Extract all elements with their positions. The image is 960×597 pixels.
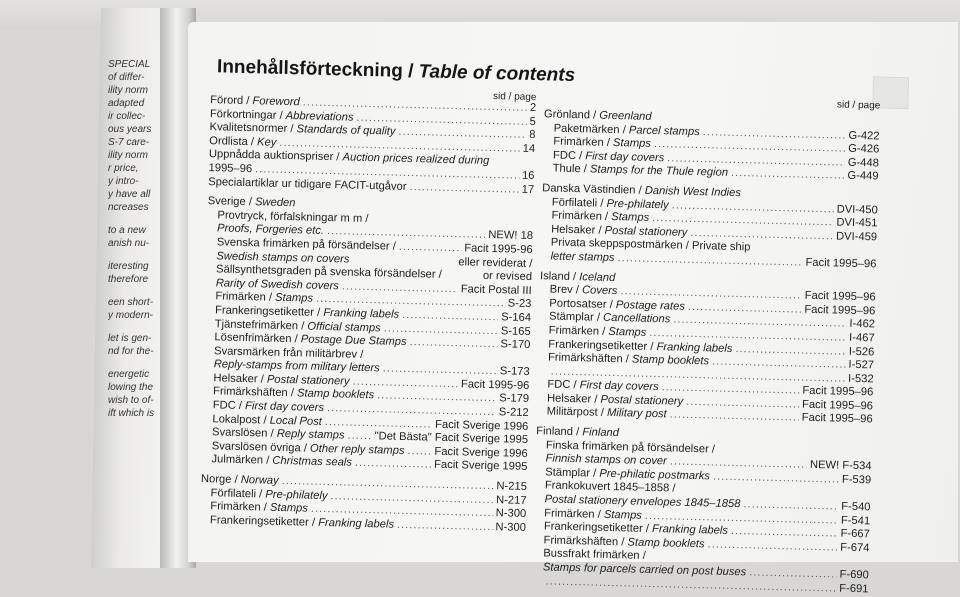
toc-page-ref: I-532 <box>848 372 874 386</box>
toc-entry-title <box>540 270 616 284</box>
toc-page-ref: I-467 <box>849 332 875 346</box>
toc-title-english: Stamps <box>611 211 649 224</box>
toc-title-swedish: Helsaker / <box>551 223 605 236</box>
facing-page-line: ility norm <box>108 149 168 162</box>
toc-title-swedish: Ordlista / <box>209 135 257 148</box>
facing-page-line: y intro- <box>108 175 168 188</box>
toc-page-ref: S-179 <box>499 393 529 407</box>
toc-title-swedish: Lösenfrimärken / <box>214 331 301 345</box>
toc-page-ref: S-164 <box>501 311 531 325</box>
toc-title-swedish: Förkortningar / <box>210 108 286 122</box>
toc-page-ref: S-173 <box>500 366 530 380</box>
toc-page-ref: G-422 <box>848 129 879 143</box>
page-title: Innehållsförteckning / Table of contents <box>217 56 576 87</box>
toc-title-swedish: Frimärkshäften / <box>543 534 627 548</box>
facing-page-line: SPECIAL <box>108 58 168 71</box>
facing-page-line: adapted <box>108 97 168 110</box>
toc-title-english: Stamp booklets <box>627 536 704 550</box>
toc-title-swedish: Brev / <box>550 284 583 297</box>
toc-title-swedish: Finland / <box>536 425 582 438</box>
toc-page-ref: N-215 <box>496 480 527 494</box>
toc-page-ref: Facit Sverige 1996 <box>434 446 528 462</box>
toc-title-swedish: FDC / <box>213 399 246 412</box>
toc-title-swedish: Frimärkshäften / <box>213 386 297 400</box>
toc-title-swedish: Frimärken / <box>551 210 611 223</box>
toc-title-english: Pre-philately <box>265 488 327 502</box>
toc-title-english: Pre-philatic postmarks <box>599 468 710 483</box>
toc-page-ref: 8 <box>529 129 536 143</box>
facing-page-line: iteresting <box>108 260 168 273</box>
toc-page-ref: I-526 <box>849 345 875 359</box>
toc-title-swedish: Tjänstefrimärken / <box>215 318 308 332</box>
toc-title-english: Sweden <box>255 196 296 209</box>
toc-title-english: Abbreviations <box>286 110 354 124</box>
toc-title-swedish: Stämplar / <box>549 311 603 324</box>
leader-dots <box>409 336 497 352</box>
toc-title-english: Auction prices realized during <box>342 152 489 168</box>
facing-page-line: let is gen- <box>108 332 168 345</box>
toc-page-ref: F-540 <box>841 501 871 515</box>
toc-title-swedish: Frimärken / <box>549 324 609 337</box>
toc-title-english: Reply-stamps from military letters <box>214 359 380 375</box>
facing-page-line: ncreases <box>108 201 168 214</box>
toc-entry-title <box>211 454 352 471</box>
toc-title-english: Postage Due Stamps <box>301 334 407 349</box>
toc-title-english: Franking labels <box>656 341 732 355</box>
leader-dots <box>409 181 518 197</box>
toc-title-swedish: Förfilateli / <box>210 487 265 500</box>
toc-title-swedish: Stämplar / <box>545 466 599 479</box>
toc-entry-title <box>552 163 728 181</box>
toc-title-swedish: Privata skeppspostmärken / Private ship <box>551 237 751 254</box>
toc-entry-title <box>208 195 296 209</box>
toc-title-english: Postal stationery <box>604 225 687 239</box>
toc-title-english: Parcel stamps <box>629 124 700 138</box>
toc-left-column <box>200 84 537 535</box>
toc-title-english: Reply stamps <box>277 428 345 442</box>
toc-title-swedish: Frimärken / <box>553 136 613 149</box>
toc-title-swedish: Frimärkshäften / <box>548 352 632 366</box>
toc-page-ref: Facit Sverige 1995 <box>434 459 528 475</box>
leader-dots <box>731 167 845 183</box>
toc-title-swedish: Sällsynthetsgraden på svenska försändelser / <box>216 263 442 281</box>
facing-page-line: y have all <box>108 188 168 201</box>
facing-page-line <box>108 358 168 368</box>
toc-title-swedish: Svarsmärken från militärbrev / <box>214 345 363 361</box>
toc-title-english: Franking labels <box>323 307 399 321</box>
toc-page-ref: 2 <box>530 102 537 116</box>
facing-page-line: nd for the- <box>108 345 168 358</box>
toc-title-swedish: Kvalitetsnormer / <box>209 121 296 135</box>
toc-page-ref: F-691 <box>839 582 869 596</box>
toc-title-swedish: Thule / <box>553 163 591 176</box>
toc-title-swedish: Svarslösen / <box>212 427 277 441</box>
toc-title-english: Finnish stamps on cover <box>545 453 667 468</box>
toc-title-swedish: Bussfrakt frimärken / <box>543 548 646 563</box>
toc-page-ref: "Det Bästa" Facit Sverige 1995 <box>374 430 528 447</box>
facing-page-line: to a new <box>108 224 168 237</box>
toc-title-swedish: Finska frimärken på försändelser / <box>546 439 715 455</box>
leader-dots <box>407 445 431 459</box>
leader-dots <box>399 241 462 256</box>
toc-title-english: Official stamps <box>307 320 381 334</box>
toc-entry-title <box>547 406 667 423</box>
toc-right-column <box>532 92 880 596</box>
toc-title-swedish: Frankeringsetiketter / <box>210 514 318 529</box>
toc-title-english: Norway <box>241 474 279 487</box>
toc-title-swedish: Paketmärken / <box>554 122 630 136</box>
toc-page-ref: or revised <box>483 270 532 285</box>
leader-dots <box>355 457 432 472</box>
facing-page-line: therefore <box>108 273 168 286</box>
leader-dots <box>397 519 493 535</box>
facing-page-line: r price, <box>108 162 168 175</box>
toc-title-swedish: Island / <box>540 270 579 283</box>
page-column-header: sid / page <box>544 92 880 112</box>
toc-title-english: letter stamps <box>550 250 614 264</box>
facing-page-line <box>108 322 168 332</box>
toc-page-ref: G-448 <box>848 157 879 171</box>
toc-page-ref: G-426 <box>848 143 879 157</box>
toc-title-swedish: Frankeringsetiketter / <box>544 521 652 536</box>
toc-title-swedish: Julmärken / <box>211 454 272 467</box>
toc-page-ref: S-170 <box>500 338 530 352</box>
leader-dots <box>445 278 480 279</box>
toc-page-ref: Facit 1995-96 <box>461 378 530 393</box>
toc-title-english: Stamps for parcels carried on post buses <box>543 561 747 578</box>
toc-page-ref: DVI-459 <box>836 230 877 245</box>
toc-title-english: Swedish stamps on covers <box>216 250 349 265</box>
toc-title-swedish: Frankeringsetiketter / <box>215 304 323 319</box>
toc-title-swedish: Danska Västindien / <box>542 182 645 197</box>
toc-title-english: Franking labels <box>652 523 728 537</box>
toc-title-english: Stamps <box>608 326 646 339</box>
leader-dots <box>669 409 798 426</box>
toc-title-swedish: Svenska frimärken på försändelser / <box>217 236 396 252</box>
toc-title-english: Stamps <box>275 292 313 305</box>
facing-page-line: ir collec- <box>108 110 168 123</box>
toc-page-ref: N-300 <box>495 521 526 535</box>
toc-title-swedish: Portosatser / <box>549 297 616 311</box>
toc-title-swedish: Helsaker / <box>213 372 267 385</box>
toc-page-ref: NEW! 18 <box>488 229 533 244</box>
facing-page-line <box>108 286 168 296</box>
toc-page-ref: N-217 <box>496 494 527 508</box>
toc-page-ref: G-449 <box>847 170 878 184</box>
facing-page-line: ift which is <box>108 407 168 420</box>
facing-page-line: lowing the <box>108 381 168 394</box>
toc-page-ref: F-674 <box>840 541 870 555</box>
facing-page-line <box>108 214 168 224</box>
toc-title-swedish: 1995–96 <box>208 162 252 175</box>
facing-page-text <box>108 58 168 420</box>
toc-title-english: Franking labels <box>318 517 394 531</box>
toc-title-english: Stamps <box>270 502 308 515</box>
toc-page-ref: Facit 1995-96 <box>464 242 533 257</box>
toc-title-swedish: Norge / <box>201 473 241 486</box>
toc-page-ref: S-23 <box>508 298 532 312</box>
facing-page-line: y modern- <box>108 309 168 322</box>
toc-title-swedish: Grönland / <box>544 108 600 121</box>
toc-page-ref: Facit 1995–96 <box>805 290 876 305</box>
page-column-header: sid / page <box>210 84 536 104</box>
facing-page-line: energetic <box>108 368 168 381</box>
toc-title-swedish: FDC / <box>553 149 586 162</box>
leader-dots <box>352 262 455 265</box>
toc-page-ref: 17 <box>522 183 535 197</box>
toc-title-english: Rarity of Swedish covers <box>216 277 339 292</box>
toc-entry-title <box>543 548 646 563</box>
toc-title-english: Stamp booklets <box>297 388 374 402</box>
facing-page-line: een short- <box>108 296 168 309</box>
facing-page-line: of differ- <box>108 71 168 84</box>
toc-title-english: Postal stationery envelopes 1845–1858 <box>544 493 740 510</box>
toc-title-english: Proofs, Forgeries etc. <box>217 223 324 238</box>
toc-title-swedish: Förfilateli / <box>552 196 607 209</box>
toc-title-swedish: Specialartiklar ur tidigare FACIT-utgåvor <box>208 176 407 193</box>
toc-page-ref: F-667 <box>840 528 870 542</box>
toc-title-swedish: FDC / <box>547 379 580 392</box>
toc-title-english: Key <box>257 136 277 148</box>
facing-page-line: S-7 care- <box>108 136 168 149</box>
facing-page-line <box>108 250 168 260</box>
toc-title-english: Stamps <box>604 508 642 521</box>
toc-title-english: Local Post <box>270 414 323 427</box>
toc-page-ref: DVI-451 <box>836 217 877 232</box>
toc-title-swedish: Uppnådda auktionspriser / <box>209 148 343 163</box>
toc-title-swedish: Frankokuvert 1845–1858 / <box>545 480 676 495</box>
toc-page-ref: F-539 <box>842 474 872 488</box>
leader-dots <box>347 430 371 444</box>
toc-title-english: Iceland <box>579 271 615 284</box>
toc-page-ref: Facit Postal III <box>461 283 532 298</box>
toc-title-english: Other reply stamps <box>310 443 405 457</box>
toc-page-ref: Facit 1995–96 <box>802 385 873 400</box>
toc-entry-title <box>208 162 252 177</box>
toc-title-swedish: Provtryck, förfalskningar m m / <box>217 209 368 225</box>
toc-title-swedish: Militärpost / <box>547 406 608 419</box>
toc-entry-title <box>545 480 676 495</box>
toc-page-ref: 16 <box>522 170 535 184</box>
toc-title-swedish: Frimärken / <box>210 500 270 513</box>
toc-title-english: Postage rates <box>616 299 685 313</box>
toc-entry-title <box>544 108 652 123</box>
toc-page-ref: Facit 1995–96 <box>802 412 873 427</box>
toc-title-english: First day covers <box>585 150 664 164</box>
facing-page-line: anish nu- <box>108 237 168 250</box>
toc-title-english: Cancellations <box>603 312 670 326</box>
toc-page-ref: F-690 <box>839 569 869 583</box>
toc-title-swedish: Sverige / <box>208 195 256 208</box>
toc-title-english: Military post <box>607 407 667 420</box>
toc-title-english: First day covers <box>245 400 324 414</box>
toc-page-ref: Facit Sverige 1996 <box>435 418 529 434</box>
toc-title-english: Danish West Indies <box>645 185 741 199</box>
toc-page-ref: 14 <box>523 143 536 157</box>
toc-title-english: Pre-philately <box>606 197 668 211</box>
toc-title-swedish: Frimärken / <box>544 507 604 520</box>
facing-page-line: ous years <box>108 123 168 136</box>
toc-title-english: Postal stationery <box>267 373 350 387</box>
toc-content <box>193 28 916 585</box>
toc-page-ref: Facit 1995–96 <box>804 303 875 318</box>
toc-title-swedish: Svarslösen övriga / <box>212 440 311 454</box>
toc-title-english: Standards of quality <box>296 123 395 137</box>
toc-title-english: Stamps <box>613 137 651 150</box>
toc-title-english: Christmas seals <box>272 455 352 469</box>
toc-title-english: Finland <box>582 426 619 439</box>
toc-title-swedish: Förord / <box>210 94 253 107</box>
toc-title-swedish: Frimärken / <box>215 291 275 304</box>
toc-title-english: Stamps for the Thule region <box>590 164 728 179</box>
toc-page-ref: eller reviderat / <box>458 256 532 271</box>
toc-title-swedish: Helsaker / <box>547 392 601 405</box>
toc-title-swedish: Lokalpost / <box>212 413 269 426</box>
toc-entry-title <box>550 250 614 265</box>
toc-page-ref: 5 <box>529 116 536 130</box>
toc-page-ref: S-212 <box>499 406 529 420</box>
toc-page-ref: Facit 1995–96 <box>805 257 876 272</box>
toc-title-english: First day covers <box>580 380 659 394</box>
toc-title-english: Postal stationery <box>600 394 683 408</box>
facing-page-line: wish to of- <box>108 394 168 407</box>
toc-page-ref: NEW! F-534 <box>810 459 872 474</box>
toc-title-english: Foreword <box>252 95 300 108</box>
toc-page-ref: I-527 <box>848 359 874 373</box>
facing-page-line: ility norm <box>108 84 168 97</box>
toc-title-english: Stamp booklets <box>632 354 709 368</box>
toc-page-ref: F-541 <box>841 514 871 528</box>
toc-title-swedish: Frankeringsetiketter / <box>548 338 656 353</box>
toc-entry-title <box>536 425 619 439</box>
toc-page-ref: Facit 1995–96 <box>802 399 873 414</box>
toc-page-ref: DVI-450 <box>837 203 878 218</box>
toc-title-english: Greenland <box>599 110 652 123</box>
toc-page-ref: I-462 <box>849 318 875 332</box>
toc-page-ref: N-300 <box>496 507 527 521</box>
toc-title-english: Covers <box>582 284 618 297</box>
toc-page-ref: S-165 <box>501 325 531 339</box>
